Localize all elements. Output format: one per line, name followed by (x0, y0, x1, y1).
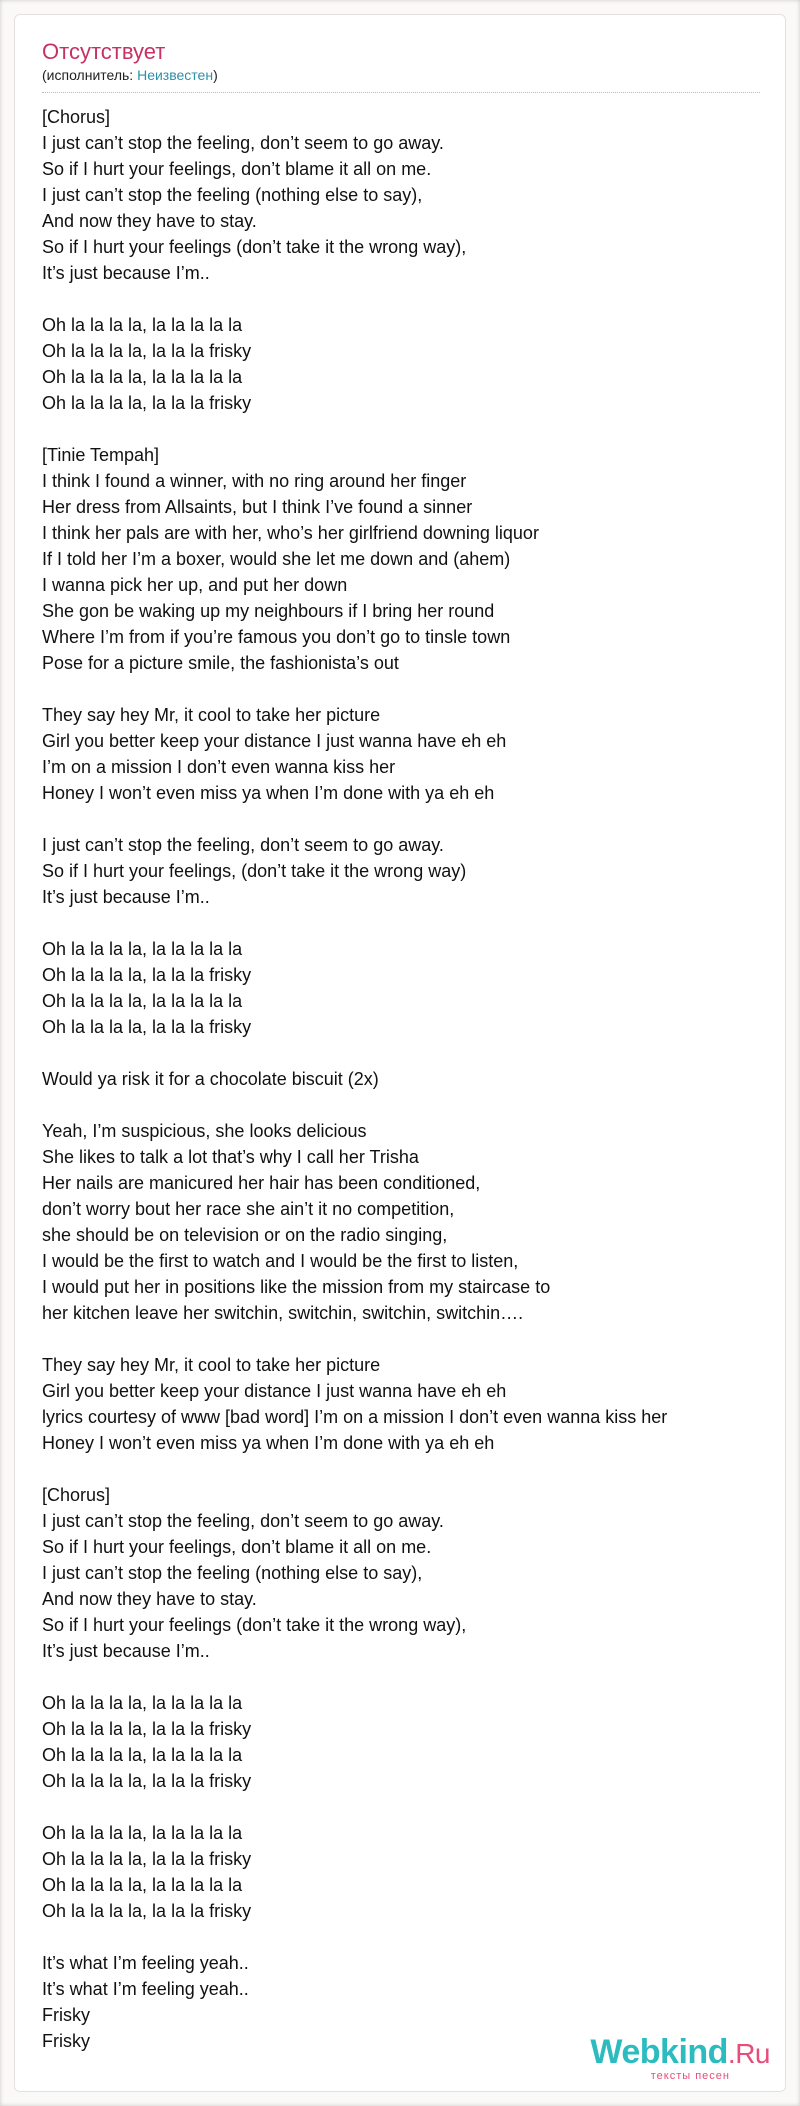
lyrics-line: Oh la la la la, la la la frisky (42, 1719, 252, 1739)
lyrics-blank-line (42, 1092, 762, 1118)
lyrics-blank-line (42, 910, 762, 936)
lyrics-line: So if I hurt your feelings, don’t blame it all on me. (42, 159, 432, 179)
lyrics-line: Oh la la la la, la la la frisky (42, 1849, 252, 1869)
lyrics-line: It’s just because I’m.. (42, 263, 210, 283)
lyrics-blank-line (42, 1326, 762, 1352)
lyrics-line: I just can’t stop the feeling, don’t seem to go away. (42, 1511, 444, 1531)
logo-tld: .Ru (727, 2038, 770, 2069)
lyrics-line: Girl you better keep your distance I just wanna have eh eh (42, 731, 507, 751)
lyrics-blank-line (42, 1794, 762, 1820)
lyrics-line: It’s what I’m feeling yeah.. (42, 1953, 249, 1973)
lyrics-line: Frisky (42, 2005, 90, 2025)
lyrics-line: Oh la la la la, la la la la la (42, 367, 243, 387)
lyrics-line: I think her pals are with her, who’s her girlfriend downing liquor (42, 523, 539, 543)
lyrics-line: Would ya risk it for a chocolate biscuit (2x) (42, 1069, 379, 1089)
lyrics-text (42, 104, 762, 2054)
lyrics-line: her kitchen leave her switchin, switchin, switchin, switchin…. (42, 1303, 524, 1323)
header-divider (42, 92, 760, 93)
song-header (42, 38, 760, 84)
lyrics-line: Her dress from Allsaints, but I think I’ve found a sinner (42, 497, 473, 517)
lyrics-line: I would put her in positions like the mission from my staircase to (42, 1277, 551, 1297)
lyrics-line: I would be the first to watch and I would be the first to listen, (42, 1251, 519, 1271)
lyrics-line: Oh la la la la, la la la la la (42, 991, 243, 1011)
lyrics-blank-line (42, 1664, 762, 1690)
lyrics-line: It’s what I’m feeling yeah.. (42, 1979, 249, 1999)
site-logo[interactable] (560, 2034, 770, 2082)
lyrics-line: I think I found a winner, with no ring around her finger (42, 471, 467, 491)
lyrics-line: Oh la la la la, la la la la la (42, 1823, 243, 1843)
lyrics-line: Oh la la la la, la la la la la (42, 1693, 243, 1713)
lyrics-line: It’s just because I’m.. (42, 887, 210, 907)
lyrics-line: She likes to talk a lot that’s why I call her Trisha (42, 1147, 419, 1167)
lyrics-line: It’s just because I’m.. (42, 1641, 210, 1661)
lyrics-blank-line (42, 1040, 762, 1066)
artist-suffix: ) (213, 67, 218, 83)
lyrics-line: I’m on a mission I don’t even wanna kiss her (42, 757, 396, 777)
lyrics-line: I just can’t stop the feeling (nothing else to say), (42, 1563, 423, 1583)
lyrics-line: Oh la la la la, la la la frisky (42, 965, 252, 985)
lyrics-blank-line (42, 1924, 762, 1950)
lyrics-line: Oh la la la la, la la la frisky (42, 341, 252, 361)
lyrics-line: I just can’t stop the feeling (nothing else to say), (42, 185, 423, 205)
artist-link[interactable]: Неизвестен (137, 67, 214, 83)
lyrics-line: They say hey Mr, it cool to take her picture (42, 1355, 381, 1375)
lyrics-line: Honey I won’t even miss ya when I’m done with ya eh eh (42, 783, 495, 803)
logo-name: Webkind (590, 2033, 728, 2071)
lyrics-line: Oh la la la la, la la la la la (42, 1745, 243, 1765)
lyrics-line: So if I hurt your feelings (don’t take it the wrong way), (42, 1615, 467, 1635)
lyrics-line: Where I’m from if you’re famous you don’t go to tinsle town (42, 627, 511, 647)
lyrics-line: Oh la la la la, la la la la la (42, 315, 243, 335)
lyrics-line: [Chorus] (42, 107, 111, 127)
lyrics-line: Frisky (42, 2031, 90, 2051)
lyrics-line: I just can’t stop the feeling, don’t seem to go away. (42, 133, 444, 153)
lyrics-line: And now they have to stay. (42, 1589, 257, 1609)
lyrics-line: If I told her I’m a boxer, would she let me down and (ahem) (42, 549, 511, 569)
lyrics-line: I wanna pick her up, and put her down (42, 575, 348, 595)
lyrics-line: Honey I won’t even miss ya when I’m done with ya eh eh (42, 1433, 495, 1453)
lyrics-line: don’t worry bout her race she ain’t it no competition, (42, 1199, 455, 1219)
lyrics-line: Pose for a picture smile, the fashionista’s out (42, 653, 399, 673)
artist-prefix: (исполнитель: (42, 67, 138, 83)
lyrics-line: Her nails are manicured her hair has been conditioned, (42, 1173, 481, 1193)
lyrics-line: Oh la la la la, la la la la la (42, 939, 243, 959)
lyrics-line: lyrics courtesy of www [bad word] I’m on a mission I don’t even wanna kiss her (42, 1407, 668, 1427)
lyrics-line: She gon be waking up my neighbours if I bring her round (42, 601, 495, 621)
lyrics-line: So if I hurt your feelings, don’t blame it all on me. (42, 1537, 432, 1557)
lyrics-line: [Chorus] (42, 1485, 111, 1505)
lyrics-line: So if I hurt your feelings (don’t take it the wrong way), (42, 237, 467, 257)
lyrics-line: They say hey Mr, it cool to take her picture (42, 705, 381, 725)
lyrics-line: Oh la la la la, la la la la la (42, 1875, 243, 1895)
lyrics-line: So if I hurt your feelings, (don’t take it the wrong way) (42, 861, 467, 881)
lyrics-line: Oh la la la la, la la la frisky (42, 393, 252, 413)
lyrics-blank-line (42, 416, 762, 442)
artist-line (42, 66, 760, 84)
lyrics-blank-line (42, 1456, 762, 1482)
lyrics-line: I just can’t stop the feeling, don’t seem to go away. (42, 835, 444, 855)
lyrics-line: [Tinie Tempah] (42, 445, 160, 465)
lyrics-line: And now they have to stay. (42, 211, 257, 231)
lyrics-line: she should be on television or on the radio singing, (42, 1225, 448, 1245)
lyrics-blank-line (42, 806, 762, 832)
logo-tagline: тексты песен (650, 2070, 730, 2082)
lyrics-line: Girl you better keep your distance I just wanna have eh eh (42, 1381, 507, 1401)
lyrics-blank-line (42, 676, 762, 702)
lyrics-line: Oh la la la la, la la la frisky (42, 1901, 252, 1921)
song-title: Отсутствует (42, 39, 166, 64)
lyrics-blank-line (42, 286, 762, 312)
lyrics-line: Oh la la la la, la la la frisky (42, 1017, 252, 1037)
lyrics-line: Yeah, I’m suspicious, she looks delicious (42, 1121, 367, 1141)
lyrics-line: Oh la la la la, la la la frisky (42, 1771, 252, 1791)
logo-wordmark (560, 2034, 770, 2072)
